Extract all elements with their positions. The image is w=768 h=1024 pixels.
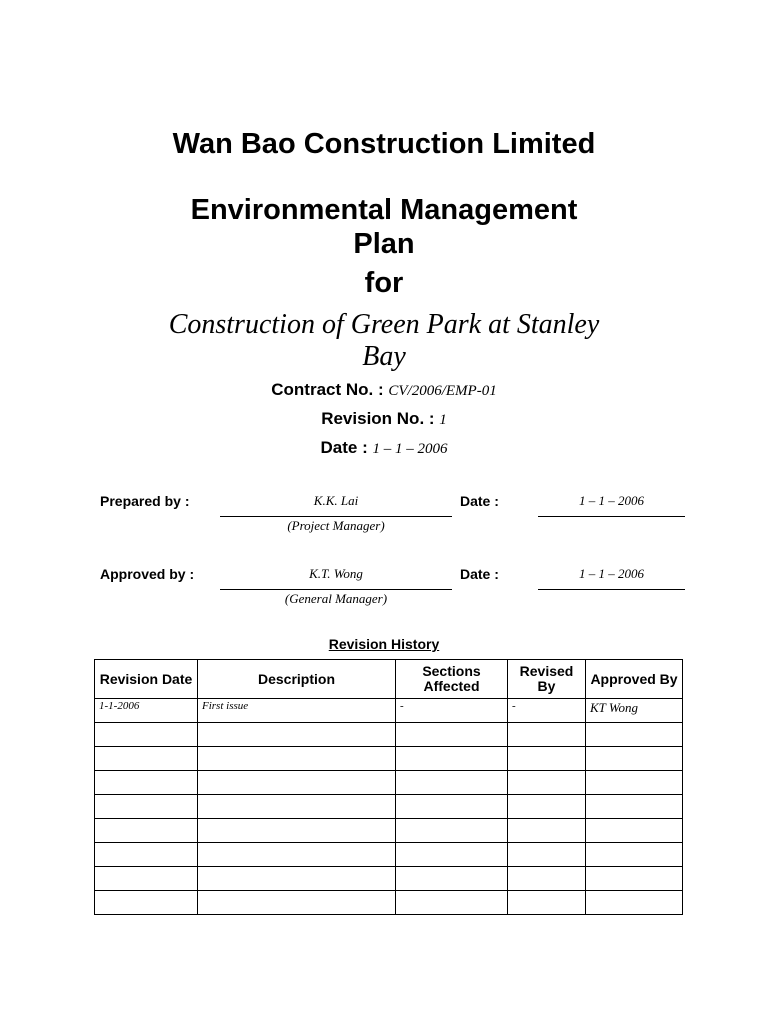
cell-revision-date [95, 891, 198, 915]
cell-revised-by [508, 723, 586, 747]
table-row [95, 819, 683, 843]
company-name: Wan Bao Construction Limited [172, 128, 596, 160]
cell-revised-by [508, 867, 586, 891]
cell-approved-by [586, 891, 683, 915]
table-row [95, 867, 683, 891]
cell-revised-by: - [508, 699, 586, 723]
revision-history-table [94, 659, 683, 915]
table-row [95, 747, 683, 771]
date-label: Date : [320, 438, 368, 457]
contract-value: CV/2006/EMP-01 [388, 383, 497, 399]
cell-revision-date [95, 795, 198, 819]
cell-description [198, 795, 396, 819]
approved-date-line [538, 589, 685, 590]
cell-approved-by [586, 867, 683, 891]
approved-date-value: 1 – 1 – 2006 [579, 566, 644, 581]
col-header-revised-by: Revised By [508, 660, 586, 699]
table-row [95, 723, 683, 747]
approved-by-role: (General Manager) [284, 591, 388, 606]
document-title: Environmental Management Plan [190, 194, 578, 260]
cell-description [198, 819, 396, 843]
cell-revision-date [95, 843, 198, 867]
prepared-by-name: K.K. Lai [313, 493, 359, 508]
cell-revision-date [95, 867, 198, 891]
revision-history-title: Revision History [328, 636, 440, 652]
cell-approved-by [586, 795, 683, 819]
table-row [95, 795, 683, 819]
table-row [95, 699, 683, 723]
cell-revised-by [508, 843, 586, 867]
cell-revised-by [508, 771, 586, 795]
cell-approved-by: KT Wong [586, 699, 683, 723]
col-header-approved-by: Approved By [586, 660, 683, 699]
col-header-sections-affected: Sections Affected [396, 660, 508, 699]
cell-revised-by [508, 891, 586, 915]
date-line [0, 438, 768, 458]
cell-description [198, 867, 396, 891]
cell-revision-date [95, 819, 198, 843]
table-row [95, 771, 683, 795]
cell-description [198, 771, 396, 795]
cell-approved-by [586, 771, 683, 795]
cell-sections-affected [396, 867, 508, 891]
prepared-date-label: Date : [460, 493, 499, 509]
cell-revised-by [508, 819, 586, 843]
cell-description [198, 747, 396, 771]
cell-approved-by [586, 819, 683, 843]
cell-revised-by [508, 795, 586, 819]
contract-line [0, 380, 768, 400]
cell-sections-affected [396, 795, 508, 819]
revision-line [0, 409, 768, 429]
cell-description [198, 843, 396, 867]
revision-value: 1 [439, 412, 447, 428]
cell-approved-by [586, 747, 683, 771]
prepared-by-signature-line [220, 516, 452, 517]
cell-approved-by [586, 723, 683, 747]
table-row [95, 843, 683, 867]
col-header-description: Description [198, 660, 396, 699]
cell-sections-affected: - [396, 699, 508, 723]
contract-label: Contract No. : [271, 380, 384, 399]
cell-description [198, 891, 396, 915]
approved-by-label: Approved by : [100, 566, 195, 582]
revision-label: Revision No. : [321, 409, 435, 428]
cell-description: First issue [198, 699, 396, 723]
cell-revision-date: 1-1-2006 [95, 699, 198, 723]
prepared-by-label: Prepared by : [100, 493, 190, 509]
cell-revision-date [95, 771, 198, 795]
cell-sections-affected [396, 723, 508, 747]
date-value: 1 – 1 – 2006 [372, 441, 448, 457]
cell-sections-affected [396, 747, 508, 771]
cell-sections-affected [396, 891, 508, 915]
cell-sections-affected [396, 771, 508, 795]
prepared-date-line [538, 516, 685, 517]
table-header-row [95, 660, 683, 699]
for-label: for [364, 267, 404, 299]
prepared-date-value: 1 – 1 – 2006 [579, 493, 644, 508]
cell-revised-by [508, 747, 586, 771]
approved-by-signature-line [220, 589, 452, 590]
cell-revision-date [95, 747, 198, 771]
col-header-revision-date: Revision Date [95, 660, 198, 699]
approved-by-name: K.T. Wong [309, 566, 363, 581]
cell-sections-affected [396, 819, 508, 843]
cell-revision-date [95, 723, 198, 747]
table-row [95, 891, 683, 915]
cell-sections-affected [396, 843, 508, 867]
cell-description [198, 723, 396, 747]
prepared-by-role: (Project Manager) [287, 518, 385, 533]
approved-date-label: Date : [460, 566, 499, 582]
project-name: Construction of Green Park at Stanley Bay [168, 309, 600, 372]
cell-approved-by [586, 843, 683, 867]
